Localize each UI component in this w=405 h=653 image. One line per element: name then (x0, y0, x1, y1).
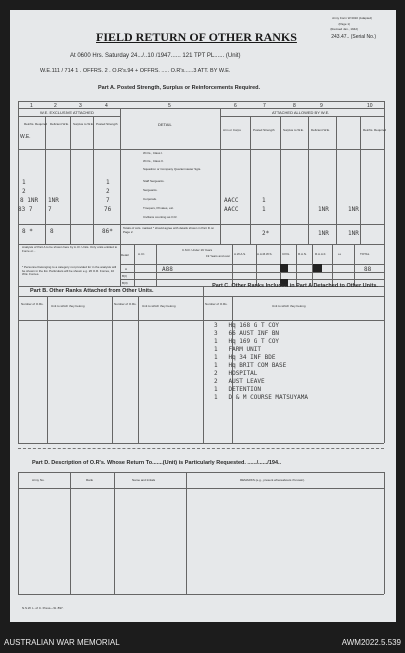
row6-posted: 76 (104, 206, 112, 213)
col-number-6: 6 (234, 103, 237, 109)
part-c-unit: DETENTION (228, 386, 261, 393)
part-c-title: Part C. Other Ranks Included in Part A Detached to Other Units. (212, 283, 378, 289)
part-b-head-unit-2: Unit to which they belong (142, 304, 176, 308)
col-number-1: 1 (30, 103, 33, 109)
breakdown-head-raaf: R.A.A.F. (315, 252, 327, 256)
we-exclusive-attached-header: W.E. EXCLUSIVE ATTACHED (40, 110, 94, 115)
breakdown-a-total: 88 (364, 266, 372, 273)
breakdown-head-19-and-over: 19 Years and over (206, 254, 231, 258)
part-c-row-1 (214, 322, 279, 330)
part-c-count: 3 (214, 322, 218, 329)
part-c-unit: Hq 169 G T COY (228, 338, 280, 345)
row5-posted: 7 (106, 197, 110, 204)
part-d-head-rank: Rank (86, 478, 94, 482)
part-c-count: 2 (214, 378, 218, 385)
part-a-title: Part A. Posted Strength, Surplus or Reinforcements Required. (98, 85, 261, 91)
we-line: W.E.111 / 714 1 . OFFRS. 2 . O.R's.94 + OFFRS. ..... O.R's......3 ATT. BY W.E. (40, 68, 231, 74)
part-c-unit: D & M COURSE MATSUYAMA (228, 394, 308, 401)
part-c-row-2 (214, 330, 279, 338)
head-deficient-we: Deficient W.E. (50, 122, 69, 126)
row5-arm-corps: AACC (224, 197, 239, 204)
head-deficient-we-2: Deficient W.E. (311, 128, 330, 132)
part-c-row-10 (214, 394, 308, 402)
head-reinfts-required: Reinfts. Required (24, 122, 48, 126)
col-number-8: 8 (293, 103, 296, 109)
part-c-row-3 (214, 338, 279, 346)
part-c-unit: AUST LEAVE (228, 378, 265, 385)
breakdown-a-label: A (125, 267, 128, 271)
row6-deficient: 7 (48, 206, 52, 213)
head-posted-strength: Posted Strength (96, 122, 118, 126)
detail-staff-sergeants: Staff Sergeants. (143, 179, 165, 183)
archive-credit: AUSTRALIAN WAR MEMORIAL (4, 638, 120, 647)
part-c-row-5 (214, 354, 275, 362)
part-c-row-8 (214, 378, 265, 386)
part-c-head-num: Number of O.Rs. (205, 302, 228, 306)
col-number-10: 10 (367, 103, 373, 109)
detail-wo-class-2: W.Os., Class II. (143, 159, 164, 163)
total-att-reinfts: 1NR (348, 230, 359, 237)
row6-arm-corps: AACC (224, 206, 239, 213)
perforation-line (18, 448, 384, 449)
part-c-unit: Hq 168 G T COY (228, 322, 280, 329)
total-posted: 86* (102, 228, 113, 235)
part-d-head-remarks: REMARKS (e.g., present whereabouts if known). (240, 478, 306, 482)
part-b-head-num-1: Number of O.Rs. (21, 302, 44, 306)
col-number-3: 3 (79, 103, 82, 109)
part-b-head-unit-1: Unit to which they belong (51, 304, 85, 308)
total-att-deficient: 1NR (318, 230, 329, 237)
part-c-row-6 (214, 362, 286, 370)
row5-deficient: 1NR (48, 197, 59, 204)
breakdown-head-ran: R.A.N. (298, 252, 307, 256)
row5-reinfts: 8 1NR (20, 197, 39, 204)
row3-posted: 1 (106, 179, 110, 186)
part-c-unit: FARM UNIT (228, 346, 261, 353)
breakdown-head-civil: CIVIL (282, 252, 290, 256)
total-reinfts: 8 * (22, 228, 33, 235)
breakdown-head-other: ** (338, 252, 342, 257)
part-c-unit: Hq 34 INF BDE (228, 354, 276, 361)
total-att-posted: 2* (262, 230, 270, 237)
head-surplus-we: Surplus to W.E. (73, 122, 94, 126)
part-c-unit: HOSPITAL (228, 370, 258, 377)
row5-att-deficient: 1NR (318, 206, 329, 213)
part-b-head-num-2: Number of O.Rs. (114, 302, 137, 306)
detail-quartermaster-sgts: Squadron or Company Quartermaster Sgts. (143, 167, 202, 171)
detail-civilians: Civilians counting as O.R. (143, 215, 178, 219)
detail-totals-note: Totals of cols. marked * should agree with details shown in Part D on Page 2. (123, 226, 215, 234)
row4-posted: 2 (106, 188, 110, 195)
head-posted-strength-2: Posted Strength (253, 128, 275, 132)
part-c-count: 1 (214, 394, 218, 401)
breakdown-head-aamws: A.A.M.W.S. (257, 252, 273, 256)
part-c-count: 1 (214, 386, 218, 393)
col-number-7: 7 (263, 103, 266, 109)
row5-att-reinfts: 1NR (348, 206, 359, 213)
row4-reinfts: 2 (22, 188, 26, 195)
col-number-9: 9 (320, 103, 323, 109)
head-reinfts-required-2: Reinfts. Required (363, 128, 387, 132)
form-title: FIELD RETURN OF OTHER RANKS (96, 30, 297, 44)
part-c-unit: Hq BRIT COM BASE (228, 362, 287, 369)
part-c-count: 1 (214, 354, 218, 361)
detail-sergeants: Sergeants. (143, 188, 158, 192)
part-c-row-9 (214, 386, 261, 394)
breakdown-head-awas: A.W.A.S. (234, 252, 247, 256)
part-b-title: Part B. Other Ranks Attached from Other Units. (30, 288, 154, 294)
form-ref-2: (Page 1) (338, 22, 350, 26)
breakdown-b2-label: B(II) (122, 281, 128, 285)
we-label: W.E. (20, 134, 31, 140)
form-page (10, 10, 396, 622)
breakdown-head-aif: A.I.F. (138, 252, 145, 256)
breakdown-a-aif-value: A88 (162, 266, 173, 273)
part-c-count: 1 (214, 346, 218, 353)
part-c-count: 1 (214, 362, 218, 369)
form-ref-1: Army Form W.3010 (Adapted) (332, 16, 372, 20)
col-number-5: 5 (168, 103, 171, 109)
head-surplus-we-2: Surplus to W.E. (283, 128, 304, 132)
breakdown-head-total: TOTAL (360, 252, 370, 256)
row5-att-posted: 1 (262, 197, 266, 204)
archive-reference: AWM2022.5.539 (341, 638, 401, 647)
redaction-mark-2 (313, 264, 322, 272)
breakdown-detail-label: Detail (121, 253, 129, 257)
part-c-count: 3 (214, 330, 218, 337)
row6-att-posted: 1 (262, 206, 266, 213)
date-unit-line: At 0600 Hrs. Saturday 24.../..10 /1947...... 121 TPT PL...... (Unit) (70, 53, 241, 59)
part-c-unit: 66 AUST INF BN (228, 330, 280, 337)
col-number-4: 4 (105, 103, 108, 109)
head-detail: DETAIL (158, 122, 172, 127)
breakdown-b1-label: B(I) (122, 274, 127, 278)
attached-allowed-header: ATTACHED ALLOWED BY W.E. (272, 110, 330, 115)
serial-number: 243.47.. (Serial No.) (331, 34, 376, 40)
part-c-count: 1 (214, 338, 218, 345)
detail-wo-class-1: W.Os., Class I. (143, 151, 163, 155)
part-c-row-7 (214, 370, 257, 378)
total-deficient: 8 (50, 228, 54, 235)
redaction-mark-1 (280, 264, 288, 272)
part-d-head-army-no: Army No. (32, 478, 45, 482)
head-arm-corps: Arm or Corps (223, 128, 241, 132)
part-c-head-unit: Unit to which they belong (272, 304, 306, 308)
part-d-head-name: Name and Initials (132, 478, 156, 482)
analysis-note-2: * Personnel belonging to a category not provided for in the analysis will be shown in the list. Particulars will be shown e.g. 26 O.R. Forces, 10 W.E. Forces. (22, 265, 117, 277)
row6-reinfts: 83 7 (18, 206, 33, 213)
printer-imprint: N.S.W. L. of C. Press—Sl. 897. (22, 606, 64, 610)
col-number-2: 2 (54, 103, 57, 109)
row3-reinfts: 1 (22, 179, 26, 186)
part-d-title: Part D. Description of O.R's. Whose Return To.......(Unit) is Particularly Requested. ....../....../194.. (32, 460, 282, 466)
breakdown-head-cmf-under-19: C.M.F. Under 19 Years (182, 248, 213, 252)
part-c-count: 2 (214, 370, 218, 377)
part-c-row-4 (214, 346, 261, 354)
detail-corporals: Corporals. (143, 197, 157, 201)
form-ref-3: (Revised Jan., 1942) (330, 27, 358, 31)
detail-troopers-privates: Troopers, Privates, etc. (143, 206, 174, 210)
analysis-note: Analysis of Part A to be shown here by A.I.F. Units. Only units entitled to Force or... (22, 245, 118, 253)
